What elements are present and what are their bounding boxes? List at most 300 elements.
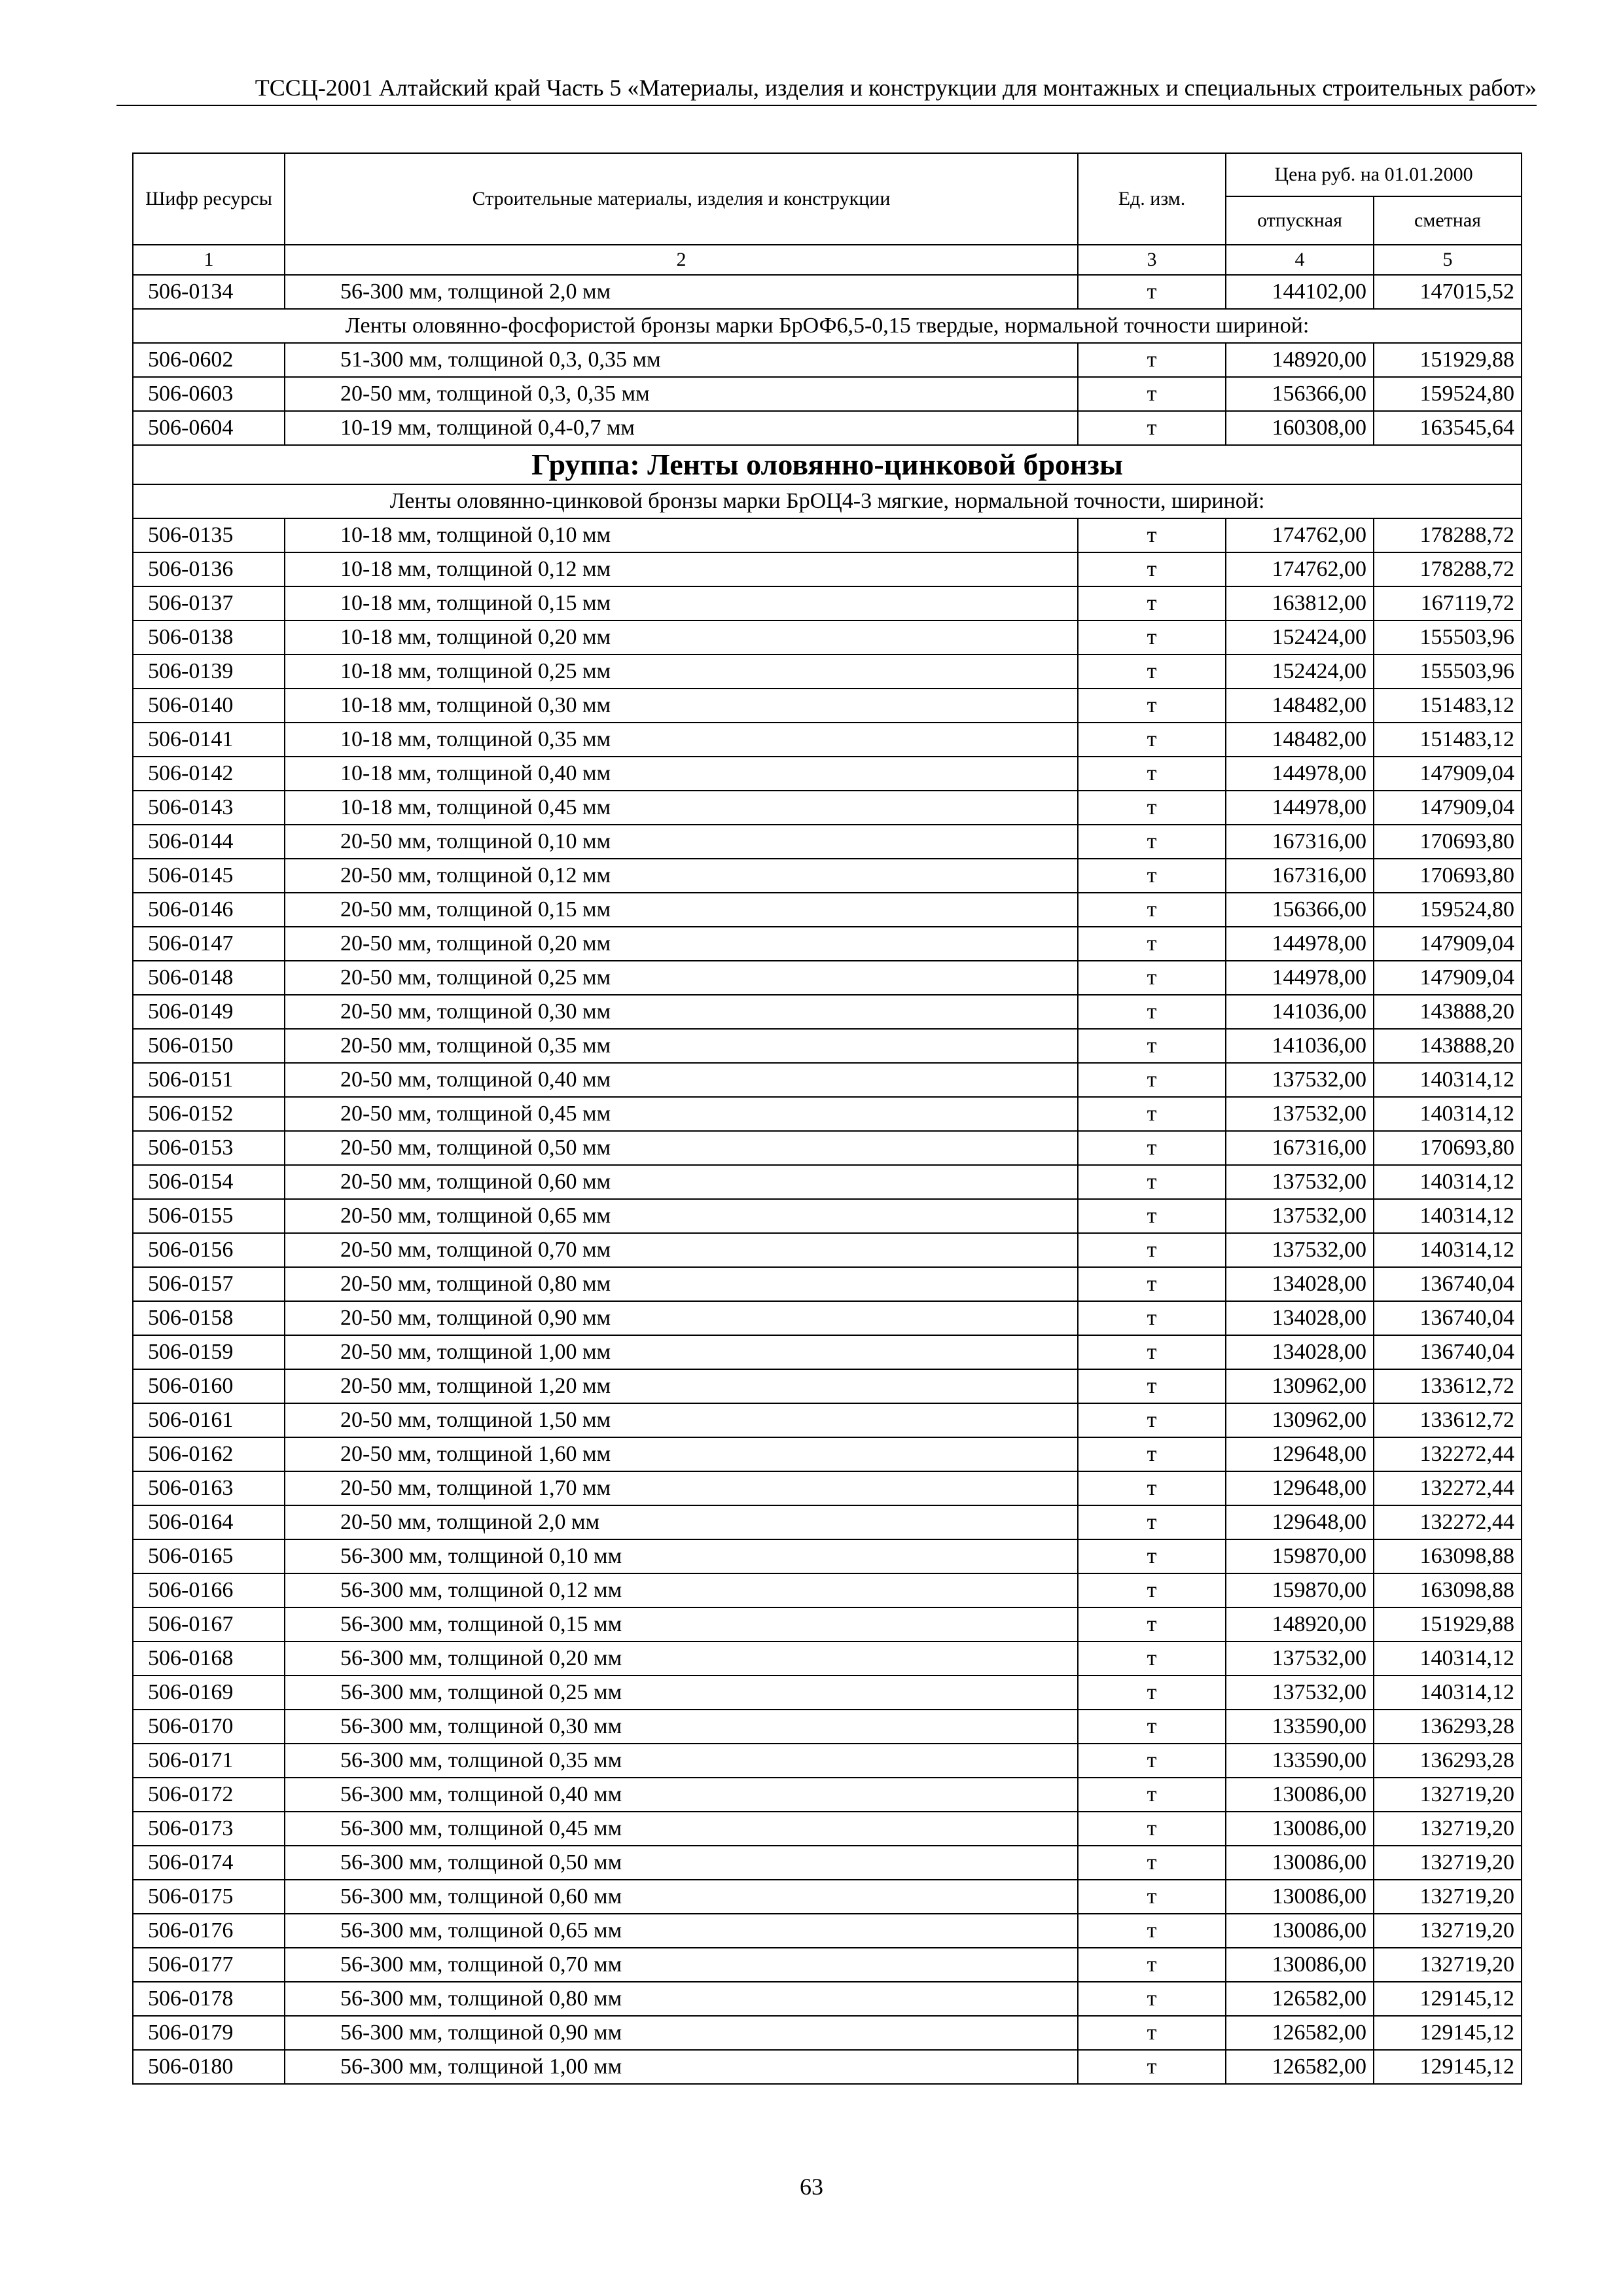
table-row <box>133 620 1522 655</box>
resource-code-cell: 506-0153 <box>133 1131 285 1165</box>
unit-cell: т <box>1078 1948 1226 1982</box>
material-name-cell: 10-19 мм, толщиной 0,4-0,7 мм <box>285 411 1078 445</box>
release-price-cell: 174762,00 <box>1226 552 1374 586</box>
resource-code-cell: 506-0166 <box>133 1573 285 1607</box>
estimate-price-cell: 129145,12 <box>1374 2016 1522 2050</box>
release-price-cell: 130086,00 <box>1226 1778 1374 1812</box>
release-price-cell: 130086,00 <box>1226 1914 1374 1948</box>
resource-code-cell: 506-0169 <box>133 1676 285 1710</box>
release-price-cell: 144978,00 <box>1226 961 1374 995</box>
material-name-cell: 20-50 мм, толщиной 0,45 мм <box>285 1097 1078 1131</box>
estimate-price-cell: 129145,12 <box>1374 2050 1522 2084</box>
estimate-price-cell: 163545,64 <box>1374 411 1522 445</box>
release-price-cell: 141036,00 <box>1226 1029 1374 1063</box>
unit-cell: т <box>1078 1335 1226 1369</box>
resource-code-cell: 506-0160 <box>133 1369 285 1403</box>
resource-code-cell: 506-0163 <box>133 1471 285 1505</box>
release-price-cell: 133590,00 <box>1226 1710 1374 1744</box>
estimate-price-cell: 136740,04 <box>1374 1267 1522 1301</box>
subheading-row <box>133 484 1522 518</box>
material-name-cell: 10-18 мм, толщиной 0,12 мм <box>285 552 1078 586</box>
release-price-cell: 137532,00 <box>1226 1165 1374 1199</box>
table-row <box>133 825 1522 859</box>
resource-code-cell: 506-0144 <box>133 825 285 859</box>
estimate-price-cell: 147909,04 <box>1374 927 1522 961</box>
resource-code-cell: 506-0150 <box>133 1029 285 1063</box>
release-price-cell: 137532,00 <box>1226 1676 1374 1710</box>
resource-code-cell: 506-0164 <box>133 1505 285 1539</box>
material-name-cell: 10-18 мм, толщиной 0,40 мм <box>285 757 1078 791</box>
resource-code-cell: 506-0137 <box>133 586 285 620</box>
material-name-cell: 56-300 мм, толщиной 0,15 мм <box>285 1607 1078 1641</box>
estimate-price-cell: 143888,20 <box>1374 1029 1522 1063</box>
resource-code-cell: 506-0157 <box>133 1267 285 1301</box>
resource-code-cell: 506-0159 <box>133 1335 285 1369</box>
unit-cell: т <box>1078 893 1226 927</box>
release-price-cell: 137532,00 <box>1226 1641 1374 1676</box>
release-price-cell: 134028,00 <box>1226 1335 1374 1369</box>
resource-code-cell: 506-0146 <box>133 893 285 927</box>
unit-cell: т <box>1078 1369 1226 1403</box>
table-row <box>133 723 1522 757</box>
table-row <box>133 1778 1522 1812</box>
resource-code-cell: 506-0142 <box>133 757 285 791</box>
header-rule <box>116 105 1537 106</box>
unit-cell: т <box>1078 1676 1226 1710</box>
material-name-cell: 56-300 мм, толщиной 0,40 мм <box>285 1778 1078 1812</box>
unit-cell: т <box>1078 1744 1226 1778</box>
material-name-cell: 56-300 мм, толщиной 0,35 мм <box>285 1744 1078 1778</box>
estimate-price-cell: 159524,80 <box>1374 377 1522 411</box>
unit-cell: т <box>1078 1607 1226 1641</box>
column-number-row <box>133 245 1522 275</box>
release-price-cell: 137532,00 <box>1226 1199 1374 1233</box>
group-heading: Группа: Ленты оловянно-цинковой бронзы <box>133 445 1522 484</box>
table-row <box>133 1812 1522 1846</box>
estimate-price-cell: 147909,04 <box>1374 961 1522 995</box>
column-header-unit: Ед. изм. <box>1078 153 1226 245</box>
material-name-cell: 10-18 мм, толщиной 0,15 мм <box>285 586 1078 620</box>
unit-cell: т <box>1078 723 1226 757</box>
estimate-price-cell: 159524,80 <box>1374 893 1522 927</box>
material-name-cell: 56-300 мм, толщиной 0,60 мм <box>285 1880 1078 1914</box>
release-price-cell: 134028,00 <box>1226 1267 1374 1301</box>
table-header-row <box>133 153 1522 196</box>
release-price-cell: 129648,00 <box>1226 1437 1374 1471</box>
resource-code-cell: 506-0602 <box>133 343 285 377</box>
resource-code-cell: 506-0148 <box>133 961 285 995</box>
estimate-price-cell: 163098,88 <box>1374 1539 1522 1573</box>
material-name-cell: 20-50 мм, толщиной 0,25 мм <box>285 961 1078 995</box>
unit-cell: т <box>1078 1880 1226 1914</box>
release-price-cell: 130086,00 <box>1226 1812 1374 1846</box>
release-price-cell: 152424,00 <box>1226 620 1374 655</box>
unit-cell: т <box>1078 655 1226 689</box>
table-row <box>133 1471 1522 1505</box>
release-price-cell: 156366,00 <box>1226 893 1374 927</box>
resource-code-cell: 506-0134 <box>133 275 285 309</box>
estimate-price-cell: 151483,12 <box>1374 689 1522 723</box>
unit-cell: т <box>1078 411 1226 445</box>
material-name-cell: 10-18 мм, толщиной 0,20 мм <box>285 620 1078 655</box>
resource-code-cell: 506-0139 <box>133 655 285 689</box>
estimate-price-cell: 136293,28 <box>1374 1744 1522 1778</box>
estimate-price-cell: 140314,12 <box>1374 1063 1522 1097</box>
resource-code-cell: 506-0151 <box>133 1063 285 1097</box>
unit-cell: т <box>1078 2016 1226 2050</box>
unit-cell: т <box>1078 927 1226 961</box>
table-row <box>133 1914 1522 1948</box>
resource-code-cell: 506-0179 <box>133 2016 285 2050</box>
unit-cell: т <box>1078 1982 1226 2016</box>
table-row <box>133 1131 1522 1165</box>
resource-code-cell: 506-0171 <box>133 1744 285 1778</box>
section-subheading: Ленты оловянно-фосфористой бронзы марки БрОФ6,5-0,15 твердые, нормальной точности шириной: <box>133 309 1522 343</box>
unit-cell: т <box>1078 1710 1226 1744</box>
estimate-price-cell: 140314,12 <box>1374 1641 1522 1676</box>
resource-code-cell: 506-0173 <box>133 1812 285 1846</box>
column-number: 3 <box>1078 245 1226 275</box>
unit-cell: т <box>1078 1812 1226 1846</box>
material-name-cell: 20-50 мм, толщиной 1,00 мм <box>285 1335 1078 1369</box>
estimate-price-cell: 140314,12 <box>1374 1097 1522 1131</box>
material-name-cell: 20-50 мм, толщиной 0,10 мм <box>285 825 1078 859</box>
release-price-cell: 134028,00 <box>1226 1301 1374 1335</box>
estimate-price-cell: 155503,96 <box>1374 620 1522 655</box>
unit-cell: т <box>1078 995 1226 1029</box>
release-price-cell: 130086,00 <box>1226 1948 1374 1982</box>
unit-cell: т <box>1078 1471 1226 1505</box>
unit-cell: т <box>1078 791 1226 825</box>
estimate-price-cell: 140314,12 <box>1374 1199 1522 1233</box>
release-price-cell: 148920,00 <box>1226 343 1374 377</box>
release-price-cell: 160308,00 <box>1226 411 1374 445</box>
material-name-cell: 56-300 мм, толщиной 0,25 мм <box>285 1676 1078 1710</box>
release-price-cell: 163812,00 <box>1226 586 1374 620</box>
release-price-cell: 167316,00 <box>1226 1131 1374 1165</box>
resource-code-cell: 506-0176 <box>133 1914 285 1948</box>
table-row <box>133 518 1522 552</box>
table-row <box>133 1505 1522 1539</box>
release-price-cell: 152424,00 <box>1226 655 1374 689</box>
unit-cell: т <box>1078 377 1226 411</box>
unit-cell: т <box>1078 620 1226 655</box>
resource-code-cell: 506-0136 <box>133 552 285 586</box>
table-row <box>133 1335 1522 1369</box>
table-row <box>133 1880 1522 1914</box>
estimate-price-cell: 132719,20 <box>1374 1880 1522 1914</box>
estimate-price-cell: 132719,20 <box>1374 1778 1522 1812</box>
release-price-cell: 130086,00 <box>1226 1880 1374 1914</box>
unit-cell: т <box>1078 275 1226 309</box>
material-name-cell: 56-300 мм, толщиной 0,90 мм <box>285 2016 1078 2050</box>
release-price-cell: 130086,00 <box>1226 1846 1374 1880</box>
table-row <box>133 1676 1522 1710</box>
page-number: 63 <box>800 2174 823 2200</box>
table-row <box>133 995 1522 1029</box>
resource-code-cell: 506-0172 <box>133 1778 285 1812</box>
estimate-price-cell: 151929,88 <box>1374 1607 1522 1641</box>
resource-code-cell: 506-0604 <box>133 411 285 445</box>
table-row <box>133 689 1522 723</box>
resource-code-cell: 506-0167 <box>133 1607 285 1641</box>
resource-code-cell: 506-0174 <box>133 1846 285 1880</box>
material-name-cell: 56-300 мм, толщиной 2,0 мм <box>285 275 1078 309</box>
table-row <box>133 1607 1522 1641</box>
table-row <box>133 893 1522 927</box>
table-row <box>133 1744 1522 1778</box>
estimate-price-cell: 140314,12 <box>1374 1233 1522 1267</box>
table-row <box>133 343 1522 377</box>
group-heading-row <box>133 445 1522 484</box>
estimate-price-cell: 129145,12 <box>1374 1982 1522 2016</box>
material-name-cell: 10-18 мм, толщиной 0,30 мм <box>285 689 1078 723</box>
material-name-cell: 56-300 мм, толщиной 0,30 мм <box>285 1710 1078 1744</box>
table-row <box>133 2050 1522 2084</box>
column-header-release: отпускная <box>1226 196 1374 245</box>
table-row <box>133 1199 1522 1233</box>
unit-cell: т <box>1078 1846 1226 1880</box>
table-row <box>133 1029 1522 1063</box>
resource-code-cell: 506-0156 <box>133 1233 285 1267</box>
release-price-cell: 137532,00 <box>1226 1233 1374 1267</box>
resource-code-cell: 506-0177 <box>133 1948 285 1982</box>
material-name-cell: 20-50 мм, толщиной 0,70 мм <box>285 1233 1078 1267</box>
material-name-cell: 10-18 мм, толщиной 0,45 мм <box>285 791 1078 825</box>
estimate-price-cell: 136293,28 <box>1374 1710 1522 1744</box>
resource-code-cell: 506-0135 <box>133 518 285 552</box>
estimate-price-cell: 133612,72 <box>1374 1403 1522 1437</box>
material-name-cell: 20-50 мм, толщиной 1,50 мм <box>285 1403 1078 1437</box>
table-row <box>133 757 1522 791</box>
column-number: 1 <box>133 245 285 275</box>
estimate-price-cell: 132272,44 <box>1374 1471 1522 1505</box>
table-row <box>133 1437 1522 1471</box>
table-row <box>133 1233 1522 1267</box>
unit-cell: т <box>1078 1641 1226 1676</box>
material-name-cell: 10-18 мм, толщиной 0,25 мм <box>285 655 1078 689</box>
resource-code-cell: 506-0143 <box>133 791 285 825</box>
estimate-price-cell: 132272,44 <box>1374 1505 1522 1539</box>
resource-code-cell: 506-0141 <box>133 723 285 757</box>
release-price-cell: 133590,00 <box>1226 1744 1374 1778</box>
column-header-price-group: Цена руб. на 01.01.2000 <box>1226 153 1522 196</box>
material-name-cell: 20-50 мм, толщиной 0,40 мм <box>285 1063 1078 1097</box>
material-name-cell: 56-300 мм, толщиной 1,00 мм <box>285 2050 1078 2084</box>
unit-cell: т <box>1078 1573 1226 1607</box>
unit-cell: т <box>1078 1301 1226 1335</box>
unit-cell: т <box>1078 1778 1226 1812</box>
release-price-cell: 126582,00 <box>1226 1982 1374 2016</box>
material-name-cell: 10-18 мм, толщиной 0,10 мм <box>285 518 1078 552</box>
estimate-price-cell: 178288,72 <box>1374 518 1522 552</box>
release-price-cell: 144978,00 <box>1226 757 1374 791</box>
material-name-cell: 20-50 мм, толщиной 0,30 мм <box>285 995 1078 1029</box>
table-row <box>133 411 1522 445</box>
unit-cell: т <box>1078 1097 1226 1131</box>
column-number: 2 <box>285 245 1078 275</box>
material-name-cell: 56-300 мм, толщиной 0,70 мм <box>285 1948 1078 1982</box>
table-row <box>133 1097 1522 1131</box>
table-row <box>133 1301 1522 1335</box>
column-header-code: Шифр ресурсы <box>133 153 285 245</box>
material-name-cell: 20-50 мм, толщиной 0,80 мм <box>285 1267 1078 1301</box>
release-price-cell: 144102,00 <box>1226 275 1374 309</box>
material-name-cell: 20-50 мм, толщиной 1,70 мм <box>285 1471 1078 1505</box>
resource-code-cell: 506-0158 <box>133 1301 285 1335</box>
estimate-price-cell: 147015,52 <box>1374 275 1522 309</box>
estimate-price-cell: 147909,04 <box>1374 791 1522 825</box>
unit-cell: т <box>1078 518 1226 552</box>
unit-cell: т <box>1078 1131 1226 1165</box>
estimate-price-cell: 151483,12 <box>1374 723 1522 757</box>
release-price-cell: 129648,00 <box>1226 1505 1374 1539</box>
estimate-price-cell: 167119,72 <box>1374 586 1522 620</box>
table-row <box>133 1710 1522 1744</box>
unit-cell: т <box>1078 1267 1226 1301</box>
material-name-cell: 20-50 мм, толщиной 0,20 мм <box>285 927 1078 961</box>
estimate-price-cell: 147909,04 <box>1374 757 1522 791</box>
release-price-cell: 126582,00 <box>1226 2016 1374 2050</box>
estimate-price-cell: 132719,20 <box>1374 1812 1522 1846</box>
unit-cell: т <box>1078 1914 1226 1948</box>
material-name-cell: 20-50 мм, толщиной 0,60 мм <box>285 1165 1078 1199</box>
resource-code-cell: 506-0168 <box>133 1641 285 1676</box>
material-name-cell: 10-18 мм, толщиной 0,35 мм <box>285 723 1078 757</box>
table-row <box>133 1369 1522 1403</box>
estimate-price-cell: 170693,80 <box>1374 825 1522 859</box>
material-name-cell: 56-300 мм, толщиной 0,12 мм <box>285 1573 1078 1607</box>
release-price-cell: 167316,00 <box>1226 825 1374 859</box>
release-price-cell: 148482,00 <box>1226 689 1374 723</box>
estimate-price-cell: 170693,80 <box>1374 1131 1522 1165</box>
estimate-price-cell: 163098,88 <box>1374 1573 1522 1607</box>
material-name-cell: 56-300 мм, толщиной 0,80 мм <box>285 1982 1078 2016</box>
resource-code-cell: 506-0178 <box>133 1982 285 2016</box>
estimate-price-cell: 132719,20 <box>1374 1914 1522 1948</box>
table-row <box>133 1165 1522 1199</box>
unit-cell: т <box>1078 757 1226 791</box>
resource-code-cell: 506-0162 <box>133 1437 285 1471</box>
unit-cell: т <box>1078 1199 1226 1233</box>
resource-code-cell: 506-0165 <box>133 1539 285 1573</box>
release-price-cell: 148920,00 <box>1226 1607 1374 1641</box>
table-row <box>133 1063 1522 1097</box>
release-price-cell: 144978,00 <box>1226 791 1374 825</box>
unit-cell: т <box>1078 825 1226 859</box>
material-name-cell: 20-50 мм, толщиной 0,3, 0,35 мм <box>285 377 1078 411</box>
table-row <box>133 1539 1522 1573</box>
table-row <box>133 1641 1522 1676</box>
release-price-cell: 126582,00 <box>1226 2050 1374 2084</box>
material-name-cell: 20-50 мм, толщиной 1,60 мм <box>285 1437 1078 1471</box>
estimate-price-cell: 151929,88 <box>1374 343 1522 377</box>
table-row <box>133 275 1522 309</box>
table-row <box>133 1948 1522 1982</box>
table-row <box>133 1267 1522 1301</box>
unit-cell: т <box>1078 552 1226 586</box>
unit-cell: т <box>1078 1539 1226 1573</box>
release-price-cell: 137532,00 <box>1226 1097 1374 1131</box>
release-price-cell: 141036,00 <box>1226 995 1374 1029</box>
resource-code-cell: 506-0152 <box>133 1097 285 1131</box>
release-price-cell: 144978,00 <box>1226 927 1374 961</box>
unit-cell: т <box>1078 2050 1226 2084</box>
subheading-row <box>133 309 1522 343</box>
unit-cell: т <box>1078 1165 1226 1199</box>
column-header-name: Строительные материалы, изделия и конструкции <box>285 153 1078 245</box>
table-row <box>133 859 1522 893</box>
release-price-cell: 129648,00 <box>1226 1471 1374 1505</box>
unit-cell: т <box>1078 1233 1226 1267</box>
unit-cell: т <box>1078 689 1226 723</box>
material-name-cell: 20-50 мм, толщиной 0,65 мм <box>285 1199 1078 1233</box>
unit-cell: т <box>1078 1029 1226 1063</box>
estimate-price-cell: 170693,80 <box>1374 859 1522 893</box>
estimate-price-cell: 140314,12 <box>1374 1165 1522 1199</box>
estimate-price-cell: 133612,72 <box>1374 1369 1522 1403</box>
release-price-cell: 159870,00 <box>1226 1573 1374 1607</box>
estimate-price-cell: 140314,12 <box>1374 1676 1522 1710</box>
resource-code-cell: 506-0175 <box>133 1880 285 1914</box>
table-row <box>133 377 1522 411</box>
table-row <box>133 1403 1522 1437</box>
column-number: 4 <box>1226 245 1374 275</box>
estimate-price-cell: 143888,20 <box>1374 995 1522 1029</box>
release-price-cell: 148482,00 <box>1226 723 1374 757</box>
table-row <box>133 1982 1522 2016</box>
resource-code-cell: 506-0147 <box>133 927 285 961</box>
material-name-cell: 20-50 мм, толщиной 0,50 мм <box>285 1131 1078 1165</box>
material-name-cell: 56-300 мм, толщиной 0,20 мм <box>285 1641 1078 1676</box>
resource-code-cell: 506-0161 <box>133 1403 285 1437</box>
release-price-cell: 174762,00 <box>1226 518 1374 552</box>
material-name-cell: 20-50 мм, толщиной 0,90 мм <box>285 1301 1078 1335</box>
release-price-cell: 159870,00 <box>1226 1539 1374 1573</box>
material-name-cell: 20-50 мм, толщиной 0,15 мм <box>285 893 1078 927</box>
release-price-cell: 156366,00 <box>1226 377 1374 411</box>
page-header: ТССЦ-2001 Алтайский край Часть 5 «Материалы, изделия и конструкции для монтажных и специальных строительных работ» <box>255 75 1537 101</box>
material-name-cell: 56-300 мм, толщиной 0,65 мм <box>285 1914 1078 1948</box>
estimate-price-cell: 132719,20 <box>1374 1948 1522 1982</box>
table-row <box>133 1846 1522 1880</box>
release-price-cell: 130962,00 <box>1226 1403 1374 1437</box>
material-name-cell: 56-300 мм, толщиной 0,45 мм <box>285 1812 1078 1846</box>
price-table <box>132 152 1522 2085</box>
table-row <box>133 2016 1522 2050</box>
resource-code-cell: 506-0170 <box>133 1710 285 1744</box>
table-row <box>133 1573 1522 1607</box>
column-header-estimate: сметная <box>1374 196 1522 245</box>
resource-code-cell: 506-0155 <box>133 1199 285 1233</box>
material-name-cell: 20-50 мм, толщиной 2,0 мм <box>285 1505 1078 1539</box>
material-name-cell: 20-50 мм, толщиной 0,35 мм <box>285 1029 1078 1063</box>
material-name-cell: 56-300 мм, толщиной 0,50 мм <box>285 1846 1078 1880</box>
unit-cell: т <box>1078 343 1226 377</box>
estimate-price-cell: 136740,04 <box>1374 1301 1522 1335</box>
material-name-cell: 56-300 мм, толщиной 0,10 мм <box>285 1539 1078 1573</box>
table-row <box>133 791 1522 825</box>
resource-code-cell: 506-0140 <box>133 689 285 723</box>
material-name-cell: 20-50 мм, толщиной 0,12 мм <box>285 859 1078 893</box>
column-number: 5 <box>1374 245 1522 275</box>
material-name-cell: 51-300 мм, толщиной 0,3, 0,35 мм <box>285 343 1078 377</box>
resource-code-cell: 506-0145 <box>133 859 285 893</box>
table-row <box>133 961 1522 995</box>
unit-cell: т <box>1078 961 1226 995</box>
table-row <box>133 552 1522 586</box>
unit-cell: т <box>1078 1403 1226 1437</box>
